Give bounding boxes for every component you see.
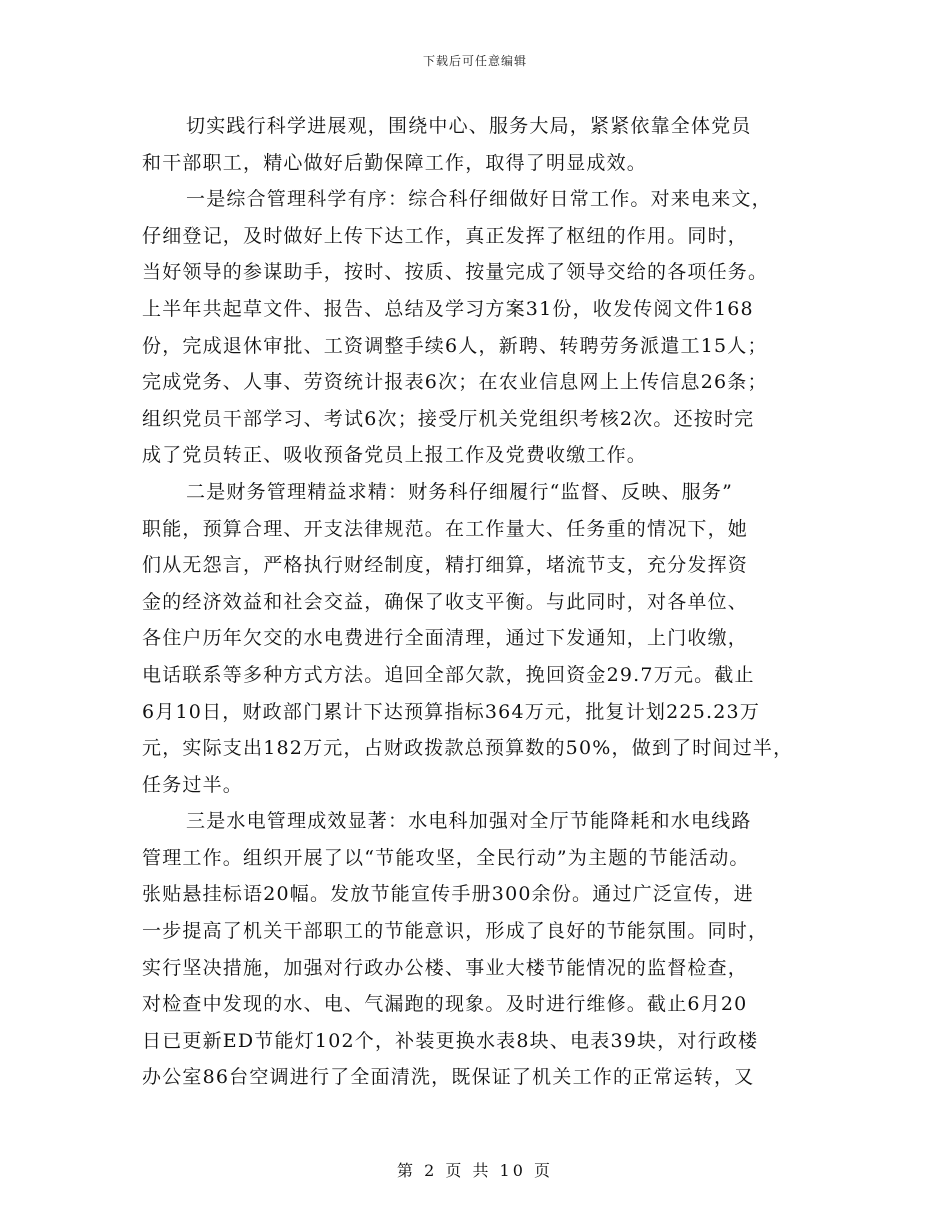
text-line: 实行坚决措施，加强对行政办公楼、事业大楼节能情况的监督检查， bbox=[142, 956, 749, 979]
text-line: 金的经济效益和社会交益，确保了收支平衡。与此同时，对各单位、 bbox=[142, 590, 749, 613]
text-line: 完成党务、人事、劳资统计报表6次；在农业信息网上上传信息26条； bbox=[142, 371, 768, 394]
text-line: 上半年共起草文件、报告、总结及学习方案31份，收发传阅文件168 bbox=[142, 297, 754, 320]
text-line: 对检查中发现的水、电、气漏跑的现象。及时进行维修。截止6月20 bbox=[142, 993, 748, 1016]
text-line: 任务过半。 bbox=[142, 773, 244, 796]
text-line: 日已更新ED节能灯102个，补装更换水表8块、电表39块，对行政楼 bbox=[142, 1029, 759, 1052]
text-line: 张贴悬挂标语20幅。发放节能宣传手册300余份。通过广泛宣传，进 bbox=[142, 883, 754, 906]
text-line: 一是综合管理科学有序：综合科仔细做好日常工作。对来电来文， bbox=[186, 188, 772, 211]
text-line: 当好领导的参谋助手，按时、按质、按量完成了领导交给的各项任务。 bbox=[142, 261, 769, 284]
text-line: 6月10日，财政部门累计下达预算指标364万元，批复计划225.23万 bbox=[142, 700, 761, 723]
text-line: 成了党员转正、吸收预备党员上报工作及党费收缴工作。 bbox=[142, 444, 648, 467]
text-line: 职能，预算合理、开支法律规范。在工作量大、任务重的情况下，她 bbox=[142, 517, 749, 540]
text-line: 元，实际支出182万元，占财政拨款总预算数的50%，做到了时间过半， bbox=[142, 737, 794, 760]
text-line: 一步提高了机关干部职工的节能意识，形成了良好的节能氛围。同时， bbox=[142, 920, 769, 943]
text-line: 组织党员干部学习、考试6次；接受厅机关党组织考核2次。还按时完 bbox=[142, 407, 755, 430]
text-line: 们从无怨言，严格执行财经制度，精打细算，堵流节支，充分发挥资 bbox=[142, 554, 749, 577]
text-line: 仔细登记，及时做好上传下达工作，真正发挥了枢纽的作用。同时， bbox=[142, 224, 749, 247]
text-line: 份，完成退休审批、工资调整手续6人，新聘、转聘劳务派遣工15人； bbox=[142, 334, 768, 357]
page-header: 下载后可任意编辑 bbox=[422, 54, 527, 68]
text-line: 和干部职工，精心做好后勤保障工作，取得了明显成效。 bbox=[142, 151, 648, 174]
text-line: 切实践行科学进展观，围绕中心、服务大局，紧紧依靠全体党员 bbox=[186, 115, 752, 137]
document-body bbox=[142, 108, 822, 1096]
text-line: 办公室86台空调进行了全面清洗，既保证了机关工作的正常运转，又 bbox=[142, 1066, 755, 1089]
page-footer: 第 2 页 共 10 页 bbox=[397, 1161, 553, 1180]
text-line: 管理工作。组织开展了以“节能攻坚，全民行动”为主题的节能活动。 bbox=[142, 846, 750, 869]
text-line: 电话联系等多种方式方法。追回全部欠款，挽回资金29.7万元。截止 bbox=[142, 663, 755, 686]
text-line: 各住户历年欠交的水电费进行全面清理，通过下发通知，上门收缴， bbox=[142, 627, 749, 650]
text-line: 二是财务管理精益求精：财务科仔细履行“监督、反映、服务” bbox=[186, 480, 734, 503]
text-line: 三是水电管理成效显著：水电科加强对全厅节能降耗和水电线路 bbox=[186, 810, 752, 833]
